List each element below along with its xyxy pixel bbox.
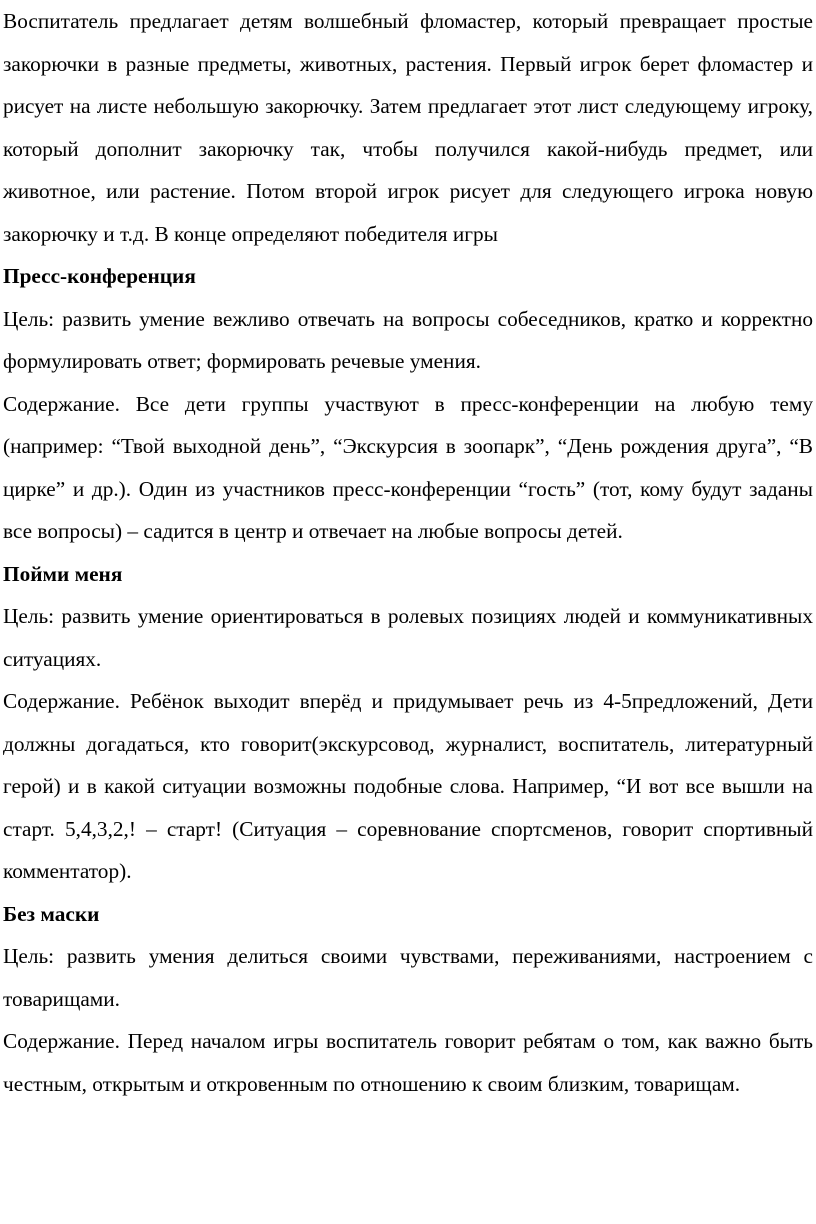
- section-content-press-conference: Содержание. Все дети группы участвуют в пресс-конференции на любую тему (например: “Твой выходной день”, “Экскурсия в зоопарк”, “День рождения друга”, “В цирке” и др.). Один из участников пресс-конференции “гость” (тот, кому будут заданы все вопросы) – садится в центр и отвечает на любые вопросы детей.: [3, 391, 813, 543]
- section-title-without-mask: Без маски: [3, 901, 100, 926]
- intro-paragraph: Воспитатель предлагает детям волшебный фломастер, который превращает простые закорючки в разные предметы, животных, растения. Первый игрок берет фломастер и рисует на листе небольшую закорючку. Затем предлагает этот лист следующему игроку, который дополнит закорючку так, чтобы получился какой-нибудь предмет, или животное, или растение. Потом второй игрок рисует для следующего игрока новую закорючку и т.д. В конце определяют победителя игры: [3, 9, 813, 246]
- section-content-understand-me: Содержание. Ребёнок выходит вперёд и придумывает речь из 4-5предложений, Дети должны догадаться, кто говорит(экскурсовод, журналист, воспитатель, литературный герой) и в какой ситуации возможны подобные слова. Например, “И вот все вышли на старт. 5,4,3,2,! – старт! (Ситуация – соревнование спортсменов, говорит спортивный комментатор).: [3, 689, 813, 883]
- section-goal-without-mask: Цель: развить умения делиться своими чувствами, переживаниями, настроением с товарищами.: [3, 944, 813, 1011]
- section-title-understand-me: Пойми меня: [3, 561, 123, 586]
- document-page: [3, 0, 813, 1105]
- section-goal-press-conference: Цель: развить умение вежливо отвечать на вопросы собеседников, кратко и корректно формулировать ответ; формировать речевые умения.: [3, 306, 813, 373]
- section-title-press-conference: Пресс-конференция: [3, 264, 196, 288]
- section-goal-understand-me: Цель: развить умение ориентироваться в ролевых позициях людей и коммуникативных ситуациях.: [3, 604, 813, 671]
- section-content-without-mask: Содержание. Перед началом игры воспитатель говорит ребятам о том, как важно быть честным, открытым и откровенным по отношению к своим близким, товарищам.: [3, 1029, 813, 1096]
